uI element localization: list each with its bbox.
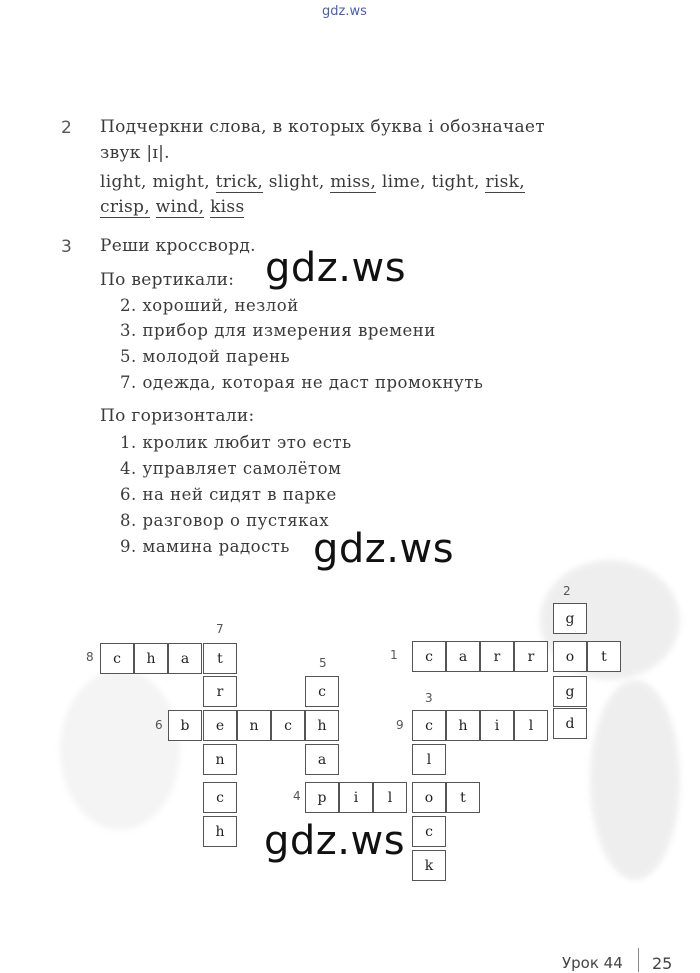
crossword-cell: n [203, 744, 237, 775]
crossword-cell: c [100, 643, 134, 674]
crossword-cell: r [203, 676, 237, 707]
crossword-cell: l [514, 710, 548, 741]
crossword-cell: o [412, 782, 446, 813]
crossword-cell: t [587, 641, 621, 672]
crossword-cell: k [412, 850, 446, 881]
crossword-cell: c [412, 816, 446, 847]
word-underlined: trick, [215, 172, 264, 192]
top-watermark[interactable]: gdz.ws [322, 4, 367, 19]
crossword-cell: o [553, 641, 587, 672]
horizontal-clue: 4. управляет самолётом [120, 459, 342, 478]
vertical-clue: 3. прибор для измерения времени [120, 321, 436, 340]
word-underlined: risk, [485, 172, 525, 192]
crossword-cell: t [446, 782, 480, 813]
crossword-cell: t [203, 643, 237, 674]
word: lime, [381, 172, 426, 192]
word-underlined: wind, [155, 197, 205, 217]
word: slight, [268, 172, 325, 192]
crossword-number: 9 [396, 718, 404, 732]
crossword-cell: h [446, 710, 480, 741]
task3-number: 3 [61, 237, 72, 257]
word: tight, [431, 172, 480, 192]
crossword-cell: c [412, 641, 446, 672]
crossword-number: 5 [319, 656, 327, 670]
vertical-clue: 5. молодой парень [120, 347, 291, 366]
crossword-cell: n [237, 710, 271, 741]
crossword-number: 1 [390, 648, 398, 662]
crossword-cell: l [373, 782, 407, 813]
crossword-number: 4 [293, 789, 301, 803]
crossword-cell: i [480, 710, 514, 741]
watermark: gdz.ws [264, 818, 406, 864]
page-number: 25 [652, 954, 673, 973]
crossword-cell: c [305, 676, 339, 707]
crossword-cell: b [168, 710, 202, 741]
word-underlined: miss, [330, 172, 377, 192]
task2-words-line2 [100, 197, 244, 217]
task2-prompt-line1: Подчеркни слова, в которых буква i обозначает [100, 117, 545, 137]
crossword-cell: r [514, 641, 548, 672]
crossword-number: 3 [425, 691, 433, 705]
crossword-cell: a [168, 643, 202, 674]
crossword-cell: h [203, 816, 237, 847]
vertical-clue: 2. хороший, незлой [120, 296, 299, 315]
crossword-cell: a [446, 641, 480, 672]
background-stain [60, 670, 180, 830]
horizontal-clue: 8. разговор о пустяках [120, 511, 330, 530]
crossword-cell: i [339, 782, 373, 813]
horizontal-clue: 6. на ней сидят в парке [120, 485, 337, 504]
word: might, [152, 172, 210, 192]
task2-number: 2 [61, 118, 72, 138]
crossword-number: 8 [86, 650, 94, 664]
watermark: gdz.ws [313, 526, 455, 572]
crossword-cell: l [412, 744, 446, 775]
horizontal-heading: По горизонтали: [100, 406, 255, 426]
vertical-heading: По вертикали: [100, 270, 235, 290]
footer-divider [638, 948, 639, 972]
crossword-cell: e [203, 710, 237, 741]
crossword-cell: g [553, 603, 587, 634]
lesson-label: Урок 44 [562, 954, 623, 972]
task2-prompt-line2: звук |ɪ|. [100, 143, 170, 163]
word-underlined: crisp, [100, 197, 150, 217]
crossword-cell: a [305, 744, 339, 775]
word: light, [100, 172, 147, 192]
horizontal-clue: 9. мамина радость [120, 537, 290, 556]
word-underlined: kiss [210, 197, 245, 217]
background-stain [590, 680, 680, 880]
horizontal-clue: 1. кролик любит это есть [120, 433, 352, 452]
crossword-number: 2 [563, 584, 571, 598]
crossword-cell: g [553, 676, 587, 707]
crossword-cell: h [134, 643, 168, 674]
watermark: gdz.ws [265, 245, 407, 291]
crossword-cell: d [553, 708, 587, 739]
task2-words-line1 [100, 172, 525, 192]
crossword-number: 7 [216, 622, 224, 636]
crossword-cell: r [480, 641, 514, 672]
crossword-cell: h [305, 710, 339, 741]
task3-title: Реши кроссворд. [100, 236, 256, 256]
crossword-cell: c [271, 710, 305, 741]
vertical-clue: 7. одежда, которая не даст промокнуть [120, 373, 484, 392]
crossword-cell: c [203, 782, 237, 813]
crossword-cell: p [305, 782, 339, 813]
crossword-number: 6 [155, 718, 163, 732]
crossword-cell: c [412, 710, 446, 741]
